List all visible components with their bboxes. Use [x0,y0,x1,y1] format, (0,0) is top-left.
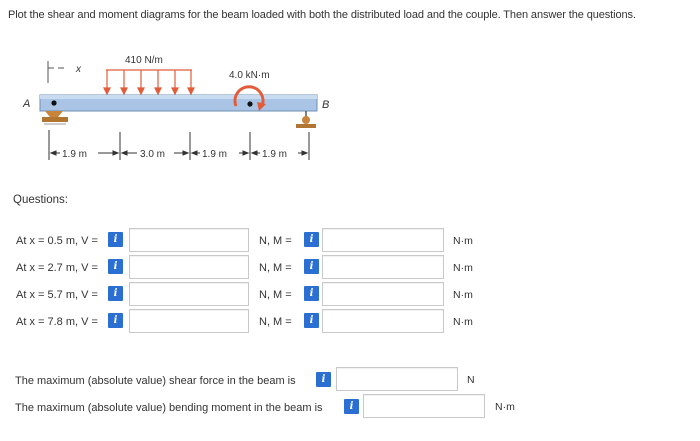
max-shear-unit: N [467,374,475,386]
dimension-3: 1.9 m [202,149,228,160]
m-label-row-4: N, M = [259,316,292,328]
unit-row-1: N·m [453,235,473,247]
moment-input-row-4[interactable] [322,309,444,333]
support-b-label: B [322,99,330,111]
max-shear-label: The maximum (absolute value) shear force in the beam is [15,375,296,387]
support-a-label: A [23,98,31,110]
v-label-row-2: At x = 2.7 m, V = [16,262,98,274]
x-axis-label: x [76,64,81,75]
max-shear-input[interactable] [336,367,458,391]
dimension-4: 1.9 m [262,149,288,160]
shear-input-row-1[interactable] [129,228,249,252]
v-label-row-4: At x = 7.8 m, V = [16,316,98,328]
unit-row-2: N·m [453,262,473,274]
support-a [42,111,68,124]
info-icon[interactable]: i [304,286,319,301]
info-icon[interactable]: i [108,313,123,328]
info-icon[interactable]: i [108,259,123,274]
info-icon[interactable]: i [108,232,123,247]
info-icon[interactable]: i [344,399,359,414]
v-label-row-3: At x = 5.7 m, V = [16,289,98,301]
x-axis-indicator [48,61,82,83]
m-label-row-1: N, M = [259,235,292,247]
moment-input-row-2[interactable] [322,255,444,279]
m-label-row-3: N, M = [259,289,292,301]
info-icon[interactable]: i [304,232,319,247]
questions-header: Questions: [13,194,68,206]
unit-row-4: N·m [453,316,473,328]
unit-row-3: N·m [453,289,473,301]
couple-label: 4.0 kN·m [229,70,270,81]
beam-figure [0,0,700,180]
max-moment-input[interactable] [363,394,485,418]
v-label-row-1: At x = 0.5 m, V = [16,235,98,247]
problem-prompt: Plot the shear and moment diagrams for the beam loaded with both the distributed load and the couple. Then answer the questions. [8,9,636,21]
distributed-load-arrows [104,70,194,94]
shear-input-row-3[interactable] [129,282,249,306]
info-icon[interactable]: i [304,313,319,328]
max-moment-unit: N·m [495,401,515,413]
m-label-row-2: N, M = [259,262,292,274]
support-b [296,111,316,128]
info-icon[interactable]: i [316,372,331,387]
moment-input-row-3[interactable] [322,282,444,306]
info-icon[interactable]: i [304,259,319,274]
info-icon[interactable]: i [108,286,123,301]
shear-input-row-2[interactable] [129,255,249,279]
distributed-load-label: 410 N/m [125,55,163,66]
dimension-1: 1.9 m [62,149,88,160]
max-moment-label: The maximum (absolute value) bending moment in the beam is [15,402,323,414]
dimension-2: 3.0 m [140,149,166,160]
shear-input-row-4[interactable] [129,309,249,333]
moment-input-row-1[interactable] [322,228,444,252]
pin-a [51,100,56,105]
